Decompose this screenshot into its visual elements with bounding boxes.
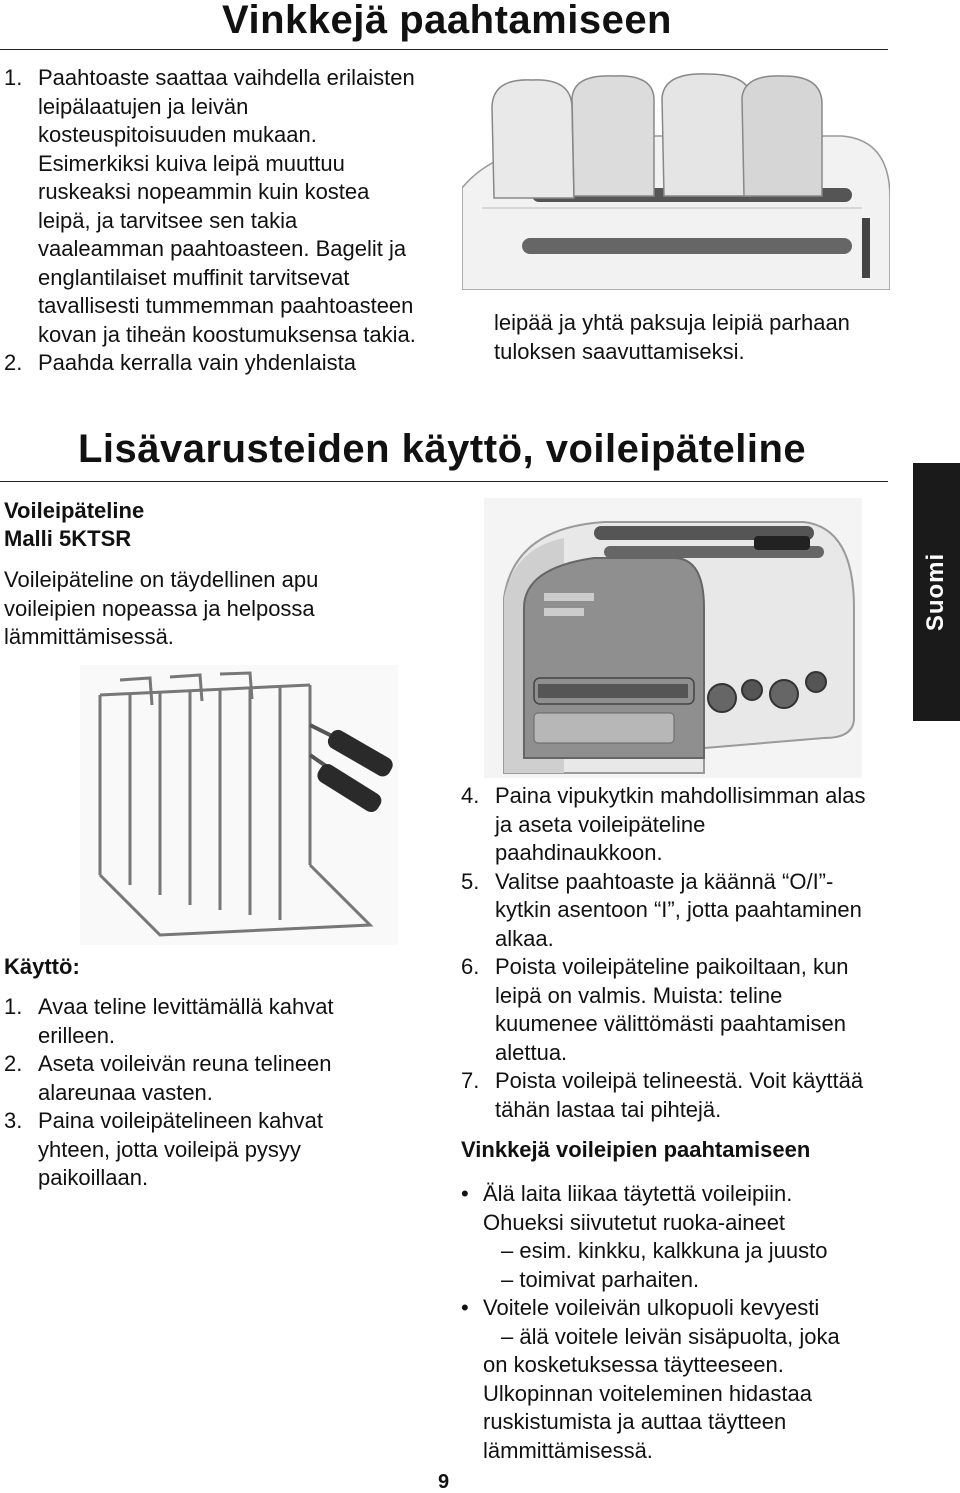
list-item [4,993,384,1050]
rack-description: Voileipäteline on täydellinen apu voileipien nopeassa ja helpossa lämmittämisessä. [4,567,319,649]
sandwich-rack-illustration [80,665,398,945]
page-title: Vinkkejä paahtamiseen [222,0,672,42]
list-number: 2. [4,350,23,375]
tips-list [4,64,424,378]
bullet-text: Älä laita liikaa täytettä voileipiin. Ohueksi siivutetut ruoka-aineet [483,1181,793,1235]
language-tab [913,463,960,721]
list-text: Aseta voileivän reuna telineen alareunaa vasten. [38,1051,332,1105]
list-number: 4. [461,783,480,808]
list-number: 7. [461,1068,480,1093]
bullet-icon: • [461,1181,469,1206]
toaster-bread-illustration [462,68,890,290]
list-number: 2. [4,1051,23,1076]
section-rule [0,481,888,482]
bullet-icon: • [461,1295,469,1320]
list-item [461,868,871,954]
list-text: Paina voileipätelineen kahvat yhteen, jotta voileipä pysyy paikoillaan. [38,1108,323,1190]
list-text: Paahtoaste saattaa vaihdella erilaisten leipälaatujen ja leivän kosteuspitoisuuden mukaan. Esimerkiksi kuiva leipä muuttuu ruskeaksi nopeammin kuin kostea leipä, ja tarvitsee sen takia vaaleamman paahtoasteen. Bagelit ja englantilaiset muffinit tarvitsevat tavallisesti tummemman paahtoasteen kovan ja tiheän koostumuksensa takia. [38,65,416,347]
bullet-text-dash: – älä voitele leivän sisäpuolta, joka [501,1323,840,1349]
toaster-illustration [484,498,862,778]
list-item [4,64,424,349]
list-text: Avaa teline levittämällä kahvat erilleen. [38,994,334,1048]
list-item [461,1067,871,1124]
sandwich-tips-list [461,1180,861,1465]
bullet-text-dash: – esim. kinkku, kalkkuna ja juusto [501,1238,828,1263]
rack-name: Voileipäteline [4,498,145,523]
bullet-item [461,1294,861,1465]
list-text: Paina vipukytkin mahdollisimman alas ja aseta voileipäteline paahdinaukkoon. [495,783,866,865]
usage-heading: Käyttö: [4,954,80,979]
usage-steps-left [4,993,384,1193]
bullet-text-dash: – toimivat parhaiten. [501,1266,700,1292]
list-text: Paahda kerralla vain yhdenlaista [38,350,356,375]
list-number: 1. [4,994,23,1019]
list-text: Poista voileipäteline paikoiltaan, kun leipä on valmis. Muista: teline kuumenee välittömästi paahtamisen alettua. [495,954,849,1065]
list-text: Valitse paahtoaste ja käännä “O/I”-kytkin asentoon “I”, jotta paahtaminen alkaa. [495,868,862,951]
usage-steps-right [461,782,871,1124]
list-item [4,349,424,378]
sandwich-tips-heading: Vinkkejä voileipien paahtamiseen [461,1137,811,1162]
list-number: 3. [4,1108,23,1133]
list-number: 5. [461,868,480,894]
title-rule [0,49,888,50]
rack-model: Malli 5KTSR [4,526,132,551]
section-title: Lisävarusteiden käyttö, voileipäteline [78,427,807,471]
bullet-text: Voitele voileivän ulkopuoli kevyesti [483,1295,820,1320]
list-item [461,782,871,868]
list-number: 1. [4,65,23,90]
list-item [4,1107,384,1193]
bullet-text: on kosketuksessa täytteeseen. Ulkopinnan voiteleminen hidastaa ruskistumista ja auttaa täytteen lämmittämisessä. [483,1352,812,1463]
list-item [4,1050,384,1107]
list-number: 6. [461,954,480,979]
bullet-item [461,1180,861,1294]
list-text: Poista voileipä telineestä. Voit käyttää tähän lastaa tai pihtejä. [495,1068,864,1122]
language-tab-label: Suomi [922,552,950,632]
list-item [461,953,871,1067]
page-number: 9 [438,1471,450,1493]
tips-continued: leipää ja yhtä paksuja leipiä parhaan tuloksen saavuttamiseksi. [494,310,850,364]
